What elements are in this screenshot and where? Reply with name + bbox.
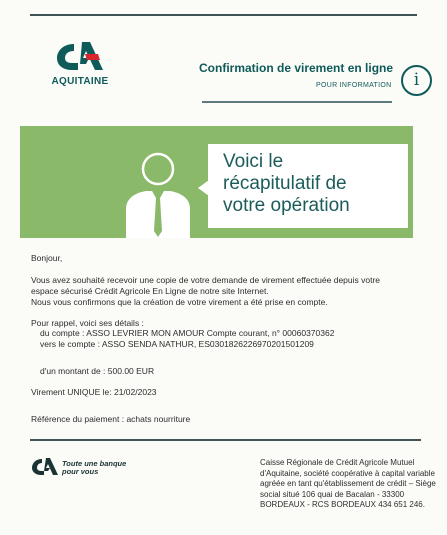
credit-agricole-logo [40,40,120,92]
intro-line-1: Vous avez souhaité recevoir une copie de votre demande de virement effectuée depuis votre [31,275,381,285]
footer-slogan: Toute une banque pour vous [62,459,127,476]
intro-line-2: espace sécurisé Crédit Agricole En Ligne de notre site Internet. [31,286,269,296]
header-divider [202,101,392,103]
logo-region-label: AQUITAINE [51,76,109,87]
banner-headline: Voici le récapitulatif de votre opération [223,151,350,216]
top-divider [30,14,417,16]
ca-footer-logo-icon [31,457,59,477]
payment-reference: Référence du paiement : achats nourriture [31,414,191,424]
greeting: Bonjour, [31,253,63,263]
confirmation-line: Nous vous confirmons que la création de votre virement a été prise en compte. [31,297,328,307]
footer-divider [30,439,421,441]
transfer-date: Virement UNIQUE le: 21/02/2023 [31,387,157,397]
destination-account: vers le compte : ASSO SENDA NATHUR, ES0301826226970201501209 [40,339,314,349]
transfer-amount: d'un montant de : 500.00 EUR [40,366,155,376]
person-illustration-icon [118,151,198,238]
details-heading: Pour rappel, voici ses détails : [31,318,144,328]
page-title: Confirmation de virement en ligne [199,61,394,75]
page-subtitle: POUR INFORMATION [316,82,392,89]
legal-address: Caisse Régionale de Crédit Agricole Mutuel d'Aquitaine, société coopérative à capital variable agréée en tant qu'établissement de crédit – Siège social situé 106 quai de Bacalan - 33300 BORDEAUX - RCS BORDEAUX 434 651 246. [260,458,436,509]
info-icon: i [401,65,432,96]
source-account: du compte : ASSO LEVRIER MON AMOUR Compte courant, n° 00060370362 [40,328,335,338]
ca-logo-icon [54,40,106,74]
summary-banner [20,126,413,238]
speech-bubble [208,144,408,228]
